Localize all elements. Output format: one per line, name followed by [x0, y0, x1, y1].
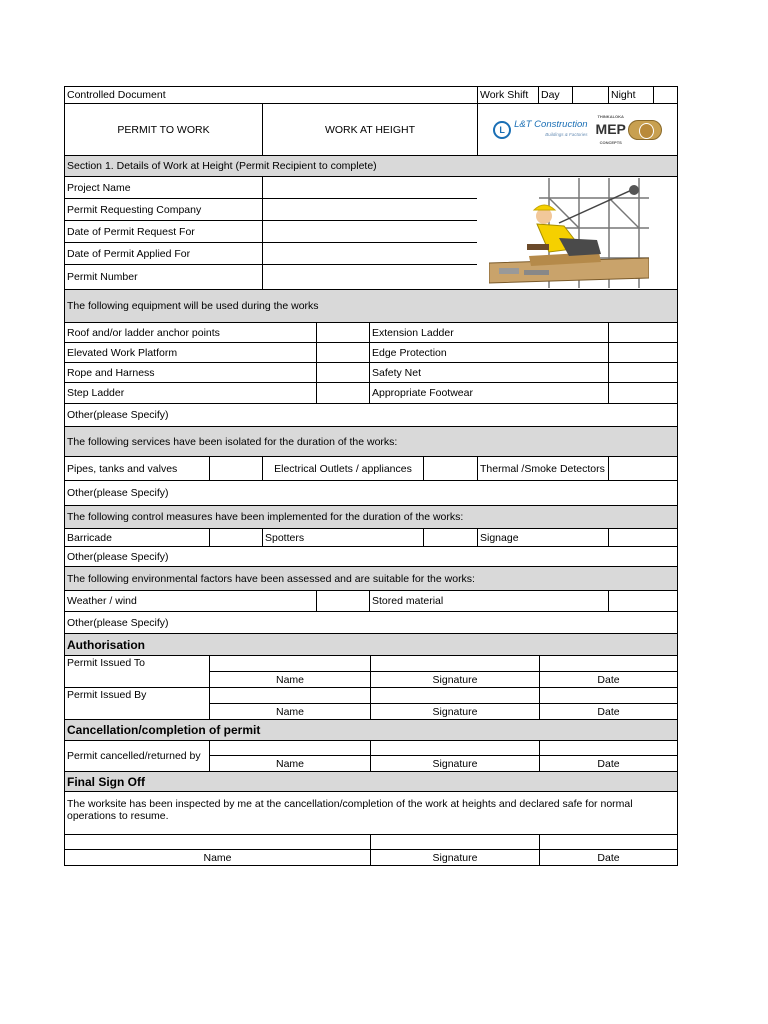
applied-date-field[interactable]: [262, 242, 478, 265]
cancelled-by-name-field[interactable]: [209, 740, 371, 756]
issued-to-name-field[interactable]: [209, 655, 371, 672]
cancelled-by-signature-field[interactable]: [370, 740, 540, 756]
lt-logo-text: L&T Construction: [514, 118, 588, 130]
cancellation-header: Cancellation/completion of permit: [64, 719, 678, 741]
logo-cell: [477, 103, 678, 156]
control-item-label: Barricade: [64, 528, 210, 547]
mep-logo: [596, 110, 662, 149]
mep-logo-top: THINKALOKA: [597, 114, 624, 119]
control-item-checkbox[interactable]: [209, 528, 263, 547]
equipment-right-checkbox[interactable]: [608, 382, 678, 404]
cancelled-by-label: Permit cancelled/returned by: [64, 740, 210, 772]
equipment-left-label: Elevated Work Platform: [64, 342, 317, 363]
equipment-right-label: Edge Protection: [369, 342, 609, 363]
date-caption: Date: [539, 849, 678, 866]
equipment-other-field[interactable]: Other(please Specify): [64, 403, 678, 427]
worker-image-cell: [477, 176, 678, 290]
final-date-field[interactable]: [539, 834, 678, 850]
control-item-label: Signage: [477, 528, 609, 547]
signature-caption: Signature: [370, 671, 540, 688]
lt-logo-tagline: Buildings & Factories: [545, 131, 588, 137]
mep-logo-bottom: CONCEPTS: [599, 140, 622, 145]
equipment-left-checkbox[interactable]: [316, 362, 370, 383]
issued-by-label: Permit Issued By: [64, 687, 210, 720]
date-caption: Date: [539, 755, 678, 772]
name-caption: Name: [64, 849, 371, 866]
equipment-header: The following equipment will be used during the works: [64, 289, 678, 323]
environment-item-checkbox[interactable]: [316, 590, 370, 612]
date-caption: Date: [539, 671, 678, 688]
control-item-checkbox[interactable]: [423, 528, 478, 547]
issued-to-date-field[interactable]: [539, 655, 678, 672]
equipment-left-label: Step Ladder: [64, 382, 317, 404]
final-signoff-header: Final Sign Off: [64, 771, 678, 792]
applied-date-label: Date of Permit Applied For: [64, 242, 263, 265]
day-checkbox[interactable]: [572, 86, 609, 104]
project-name-label: Project Name: [64, 176, 263, 199]
environment-header: The following environmental factors have been assessed and are suitable for the works:: [64, 566, 678, 591]
control-item-label: Spotters: [262, 528, 424, 547]
section1-header: Section 1. Details of Work at Height (Permit Recipient to complete): [64, 155, 678, 177]
controlled-document-label: Controlled Document: [64, 86, 478, 104]
issued-by-signature-field[interactable]: [370, 687, 540, 704]
name-caption: Name: [209, 671, 371, 688]
control-item-checkbox[interactable]: [608, 528, 678, 547]
equipment-right-label: Appropriate Footwear: [369, 382, 609, 404]
final-signature-field[interactable]: [370, 834, 540, 850]
permit-number-label: Permit Number: [64, 264, 263, 290]
requesting-company-field[interactable]: [262, 198, 478, 221]
services-header: The following services have been isolated for the duration of the works:: [64, 426, 678, 457]
signature-caption: Signature: [370, 849, 540, 866]
requesting-company-label: Permit Requesting Company: [64, 198, 263, 221]
services-item-label: Pipes, tanks and valves: [64, 456, 210, 481]
signature-caption: Signature: [370, 755, 540, 772]
equipment-right-checkbox[interactable]: [608, 322, 678, 343]
signature-caption: Signature: [370, 703, 540, 720]
permit-number-field[interactable]: [262, 264, 478, 290]
services-other-field[interactable]: Other(please Specify): [64, 480, 678, 506]
equipment-left-checkbox[interactable]: [316, 382, 370, 404]
issued-by-name-field[interactable]: [209, 687, 371, 704]
environment-item-label: Weather / wind: [64, 590, 317, 612]
equipment-left-label: Roof and/or ladder anchor points: [64, 322, 317, 343]
date-caption: Date: [539, 703, 678, 720]
night-checkbox[interactable]: [653, 86, 678, 104]
request-date-field[interactable]: [262, 220, 478, 243]
issued-to-label: Permit Issued To: [64, 655, 210, 688]
cancelled-by-date-field[interactable]: [539, 740, 678, 756]
services-item-checkbox[interactable]: [423, 456, 478, 481]
work-at-height-title: WORK AT HEIGHT: [262, 103, 478, 156]
request-date-label: Date of Permit Request For: [64, 220, 263, 243]
equipment-left-label: Rope and Harness: [64, 362, 317, 383]
lt-emblem-icon: L: [493, 121, 511, 139]
worker-at-height-illustration: [489, 178, 649, 288]
mep-logo-text: MEP: [595, 121, 626, 137]
environment-other-field[interactable]: Other(please Specify): [64, 611, 678, 634]
equipment-right-checkbox[interactable]: [608, 362, 678, 383]
globe-icon: [628, 120, 662, 140]
services-item-checkbox[interactable]: [608, 456, 678, 481]
work-shift-label: Work Shift: [477, 86, 539, 104]
environment-item-checkbox[interactable]: [608, 590, 678, 612]
name-caption: Name: [209, 703, 371, 720]
equipment-left-checkbox[interactable]: [316, 342, 370, 363]
environment-item-label: Stored material: [369, 590, 609, 612]
services-item-checkbox[interactable]: [209, 456, 263, 481]
day-label: Day: [538, 86, 573, 104]
final-signoff-statement: The worksite has been inspected by me at the cancellation/completion of the work at heights and declared safe for normal operations to resume.: [64, 791, 678, 835]
equipment-right-label: Safety Net: [369, 362, 609, 383]
final-name-field[interactable]: [64, 834, 371, 850]
project-name-field[interactable]: [262, 176, 478, 199]
permit-to-work-title: PERMIT TO WORK: [64, 103, 263, 156]
equipment-left-checkbox[interactable]: [316, 322, 370, 343]
name-caption: Name: [209, 755, 371, 772]
night-label: Night: [608, 86, 654, 104]
issued-to-signature-field[interactable]: [370, 655, 540, 672]
control-header: The following control measures have been implemented for the duration of the works:: [64, 505, 678, 529]
authorisation-header: Authorisation: [64, 633, 678, 656]
equipment-right-label: Extension Ladder: [369, 322, 609, 343]
lt-logo: [493, 120, 587, 140]
issued-by-date-field[interactable]: [539, 687, 678, 704]
control-other-field[interactable]: Other(please Specify): [64, 546, 678, 567]
services-item-label: Electrical Outlets / appliances: [262, 456, 424, 481]
services-item-label: Thermal /Smoke Detectors: [477, 456, 609, 481]
equipment-right-checkbox[interactable]: [608, 342, 678, 363]
